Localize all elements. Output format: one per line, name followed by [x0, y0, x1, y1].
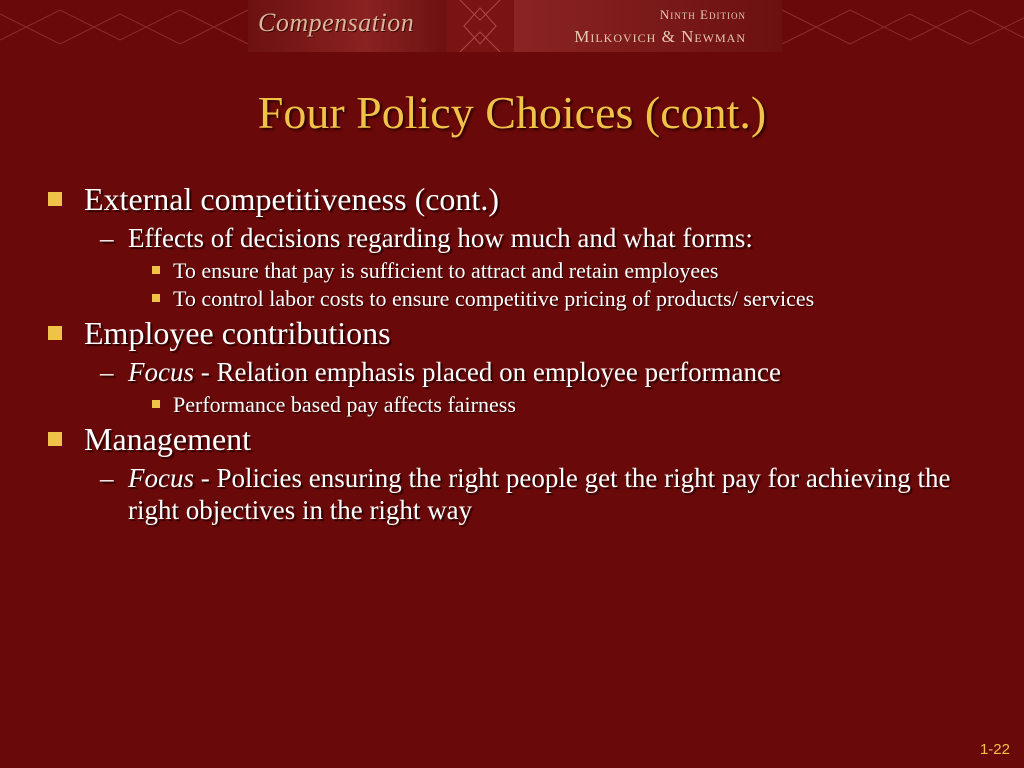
detail-item — [42, 392, 972, 418]
bullet-item-management — [42, 420, 972, 458]
page-number: 1-22 — [979, 741, 1010, 758]
square-bullet-icon — [48, 326, 62, 340]
focus-label: Focus — [128, 463, 194, 493]
bullet-item-external-competitiveness — [42, 180, 972, 218]
dash-bullet-icon: – — [100, 463, 114, 493]
detail-item — [42, 258, 972, 284]
sub-item-focus-performance — [42, 356, 972, 388]
banner-ornament — [446, 0, 514, 52]
bullet-text: Employee contributions — [84, 315, 391, 351]
sub-item-text: - Policies ensuring the right people get the right pay for achieving the right objectives in the right way — [128, 463, 951, 525]
sub-item-effects — [42, 222, 972, 254]
small-square-bullet-icon — [152, 294, 160, 302]
slide-body — [42, 180, 972, 530]
dash-bullet-icon: – — [100, 357, 114, 387]
bullet-text: Management — [84, 421, 252, 457]
header-band — [0, 0, 1024, 52]
diamond-ornament-icon — [446, 0, 514, 52]
square-bullet-icon — [48, 432, 62, 446]
title-banner — [248, 0, 782, 52]
focus-label: Focus — [128, 357, 194, 387]
bullet-text: External competitiveness (cont.) — [84, 181, 499, 217]
slide-title: Four Policy Choices (cont.) — [257, 87, 767, 138]
edition-label: Ninth Edition — [659, 7, 746, 22]
sub-item-focus-policies — [42, 462, 972, 526]
authors-label: Milkovich & Newman — [574, 27, 746, 46]
sub-item-text: - Relation emphasis placed on employee performance — [193, 357, 782, 387]
small-square-bullet-icon — [152, 400, 160, 408]
bullet-item-employee-contributions — [42, 314, 972, 352]
detail-item — [42, 286, 972, 312]
brand-logo-text: Compensation — [258, 8, 415, 37]
small-square-bullet-icon — [152, 266, 160, 274]
square-bullet-icon — [48, 192, 62, 206]
detail-text: Performance based pay affects fairness — [173, 392, 516, 417]
detail-text: To ensure that pay is sufficient to attract and retain employees — [173, 258, 719, 283]
dash-bullet-icon: – — [100, 223, 114, 253]
sub-item-text: Effects of decisions regarding how much and what forms: — [128, 223, 753, 253]
detail-text: To control labor costs to ensure competitive pricing of products/ services — [173, 286, 815, 311]
